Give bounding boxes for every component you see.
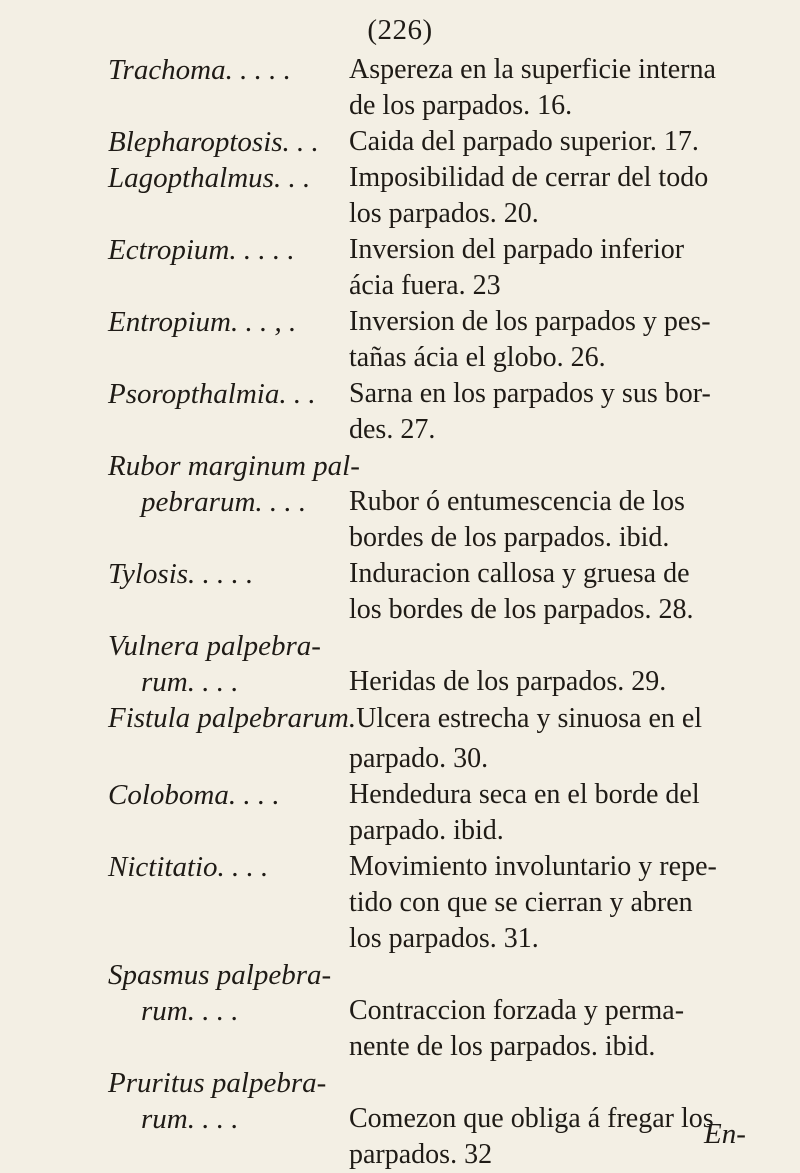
entry-term: Coloboma. . . . [108,779,280,811]
definition-line: tido con que se cierran y abren [349,887,693,918]
definition-line: Inversion de los parpados y pes- [349,306,711,337]
entry-term: Psoropthalmia. . . [108,378,316,410]
entry-definition [349,376,769,448]
entry-term: Tylosis. . . . . [108,558,254,590]
entry-definition [349,484,769,556]
definition-line: ácia fuera. 23 [349,270,501,301]
entry-fistula [0,700,800,777]
entry-definition [349,232,769,304]
entry-definition [349,993,769,1065]
entry-lagopthalmus [0,160,800,232]
definition-line: parpado. ibid. [349,815,504,846]
entry-blepharoptosis [0,124,800,160]
entry-term: Lagopthalmus. . . [108,162,311,194]
entry-term: Vulnera palpebra- [108,630,321,662]
entry-term: Blepharoptosis. . . [108,126,319,158]
entry-term: Trachoma. . . . . [108,54,291,86]
definition-line: parpado. 30. [349,743,489,774]
definition-line: los bordes de los parpados. 28. [349,594,694,625]
entry-term-continuation: rum. . . . [141,666,239,698]
entry-term: Fistula palpebrarum. [108,702,357,734]
entry-term: Ectropium. . . . . [108,234,295,266]
definition-line: Caida del parpado superior. 17. [349,126,699,157]
definition-line: Heridas de los parpados. 29. [349,666,667,697]
entry-nictitatio [0,849,800,957]
definition-line: Imposibilidad de cerrar del todo [349,162,709,193]
entry-term-continuation: pebrarum. . . . [141,486,307,518]
definition-line: Sarna en los parpados y sus bor- [349,378,711,409]
entry-definition [349,849,769,957]
definition-line: bordes de los parpados. ibid. [349,522,670,553]
definition-line: de los parpados. 16. [349,90,573,121]
definition-line: los parpados. 31. [349,923,539,954]
definition-line: Inversion del parpado inferior [349,234,685,265]
entry-definition [349,777,769,849]
entry-spasmus [0,957,800,1065]
definition-line: Aspereza en la superficie interna [349,54,716,85]
entry-rubor-marginum [0,448,800,556]
definition-line: Ulcera estrecha y sinuosa en el [356,703,703,734]
definition-line: Contraccion forzada y perma- [349,995,685,1026]
entry-term: Pruritus palpebra- [108,1067,327,1099]
entry-psoropthalmia [0,376,800,448]
entry-definition [349,124,769,160]
entry-term: Spasmus palpebra- [108,959,332,991]
entry-definition [349,304,769,376]
definition-line: parpados. 32 [349,1139,493,1170]
definition-line: Comezon que obliga á fregar los [349,1103,714,1134]
entry-definition [349,556,769,628]
entry-term: Rubor marginum pal- [108,450,360,482]
definition-line: Movimiento involuntario y repe- [349,851,717,882]
definition-line: Induracion callosa y gruesa de [349,558,690,589]
entry-term: Nictitatio. . . . [108,851,269,883]
definition-line: Hendedura seca en el borde del [349,779,700,810]
entry-vulnera [0,628,800,700]
entry-definition [349,160,769,232]
entry-trachoma [0,52,800,124]
definition-line: nente de los parpados. ibid. [349,1031,656,1062]
definition-line: des. 27. [349,414,436,445]
definition-line: Rubor ó entumescencia de los [349,486,685,517]
entry-entropium [0,304,800,376]
definition-line: tañas ácia el globo. 26. [349,342,606,373]
entry-tylosis [0,556,800,628]
page-number: (226) [367,14,433,46]
entry-definition [349,741,769,777]
catchword: En- [704,1118,746,1150]
entry-term: Entropium. . . , . [108,306,297,338]
entry-term-continuation: rum. . . . [141,995,239,1027]
entry-ectropium [0,232,800,304]
definition-line: los parpados. 20. [349,198,539,229]
glossary-entries [0,52,800,1173]
entry-pruritus [0,1065,800,1173]
entry-definition [349,52,769,124]
entry-coloboma [0,777,800,849]
entry-definition [349,664,769,700]
entry-term-continuation: rum. . . . [141,1103,239,1135]
